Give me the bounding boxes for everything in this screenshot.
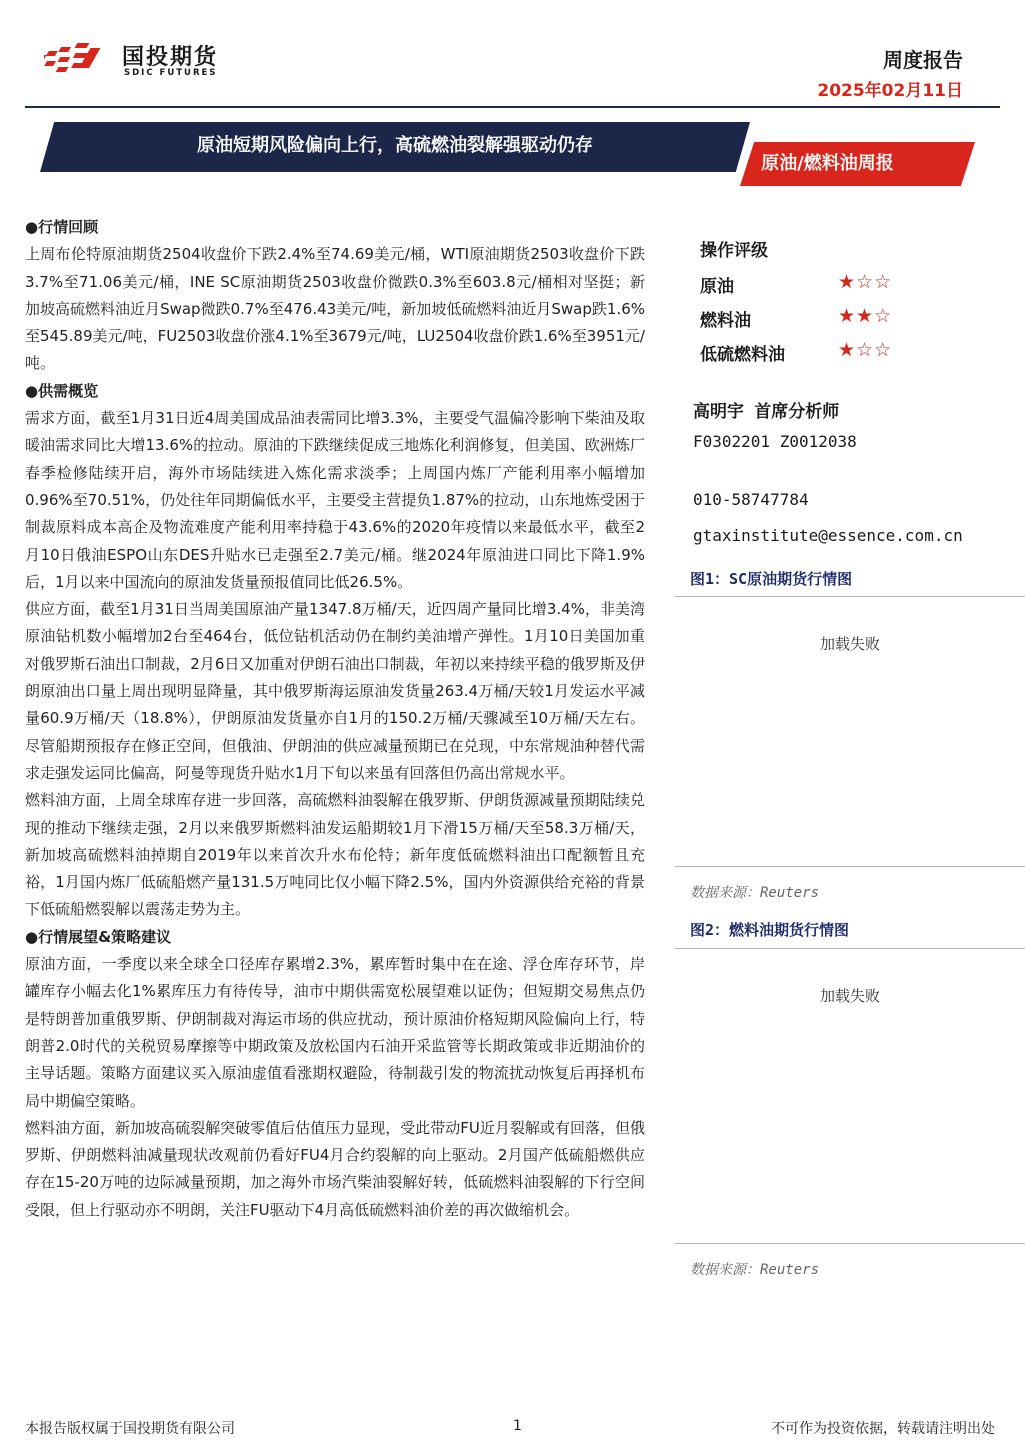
figure-2-load-failed: 加载失败 bbox=[819, 987, 880, 1005]
analyst-certificates: F0302201 Z0012038 bbox=[693, 432, 857, 451]
paragraph-crude-outlook: 原油方面，一季度以来全球全口径库存累增2.3%，累库暂时集中在在途、浮仓库存环节，岸罐库存小幅去化1%累库压力有待传导，油市中期供需宽松展望难以证伪；但短期交易焦点仍是特朗普加重俄罗斯、伊朗制裁对海运市场的供应扰动，预计原油价格短期风险偏向上行，特朗普2.0时代的关税贸易摩擦等中期政策及放松国内石油开采监管等长期政策或非近期油价的主导话题。策略方面建议买入原油虚值看涨期权避险，待制裁引发的物流扰动恢复后再择机布局中期偏空策略。 bbox=[25, 955, 645, 1110]
rating-title: 操作评级 bbox=[700, 241, 768, 261]
analyst-phone: 010-58747784 bbox=[693, 490, 809, 509]
header-divider bbox=[25, 106, 1000, 108]
figure-1-load-failed: 加载失败 bbox=[819, 635, 880, 653]
report-type: 周度报告 bbox=[883, 48, 963, 72]
report-title: 原油短期风险偏向上行，高硫燃油裂解强驱动仍存 bbox=[197, 135, 593, 156]
rating-stars-crude: ★☆☆ bbox=[838, 271, 893, 293]
section-heading-supply-demand: ●供需概览 bbox=[25, 381, 99, 400]
figure-2-title: 图2：燃料油期货行情图 bbox=[690, 921, 850, 939]
rating-stars-fuel-oil: ★★☆ bbox=[838, 305, 893, 327]
figure-2-source: 数据来源：Reuters bbox=[690, 1262, 820, 1278]
section-heading-market-review: ●行情回顾 bbox=[25, 218, 99, 236]
paragraph-fuel-outlook: 燃料油方面，新加坡高硫裂解突破零值后估值压力显现，受此带动FU近月裂解或有回落，但俄罗斯、伊朗燃料油减量现状改观前仍看好FU4月合约裂解的向上驱动。2月国产低硫船燃供应存在15-20万吨的边际减量预期，加之海外市场汽柴油裂解好转，低硫燃料油裂解的下行空间受限，但上行驱动亦不明朗，关注FU驱动下4月高低硫燃料油价差的再次做缩机会。 bbox=[25, 1118, 645, 1219]
paragraph-demand: 需求方面，截至1月31日近4周美国成品油表需同比增3.3%，主要受气温偏冷影响下柴油及取暖油需求同比大增13.6%的拉动。原油的下跌继续促成三地炼化利润修复，但美国、欧洲炼厂春季检修陆续开启，海外市场陆续进入炼化需求淡季；上周国内炼厂产能利用率小幅增加0.96%至70.51%，仍处往年同期偏低水平，主要受主营提负1.87%的拉动，山东地炼受困于制裁原料成本高企及物流难度产能利用率持稳于43.6%的2020年疫情以来最低水平，截至2月10日俄油ESPO山东DES升贴水已走强至2.7美元/桶。继2024年原油进口同比下降1.9%后，1月以来中国流向的原油发货量预报值同比低26.5%。 bbox=[25, 409, 645, 591]
figure-2-bottom-rule bbox=[675, 1243, 1025, 1244]
rating-stars-low-sulfur: ★☆☆ bbox=[838, 339, 893, 361]
rating-label-low-sulfur: 低硫燃料油 bbox=[700, 345, 785, 365]
figure-1-top-rule bbox=[675, 596, 1025, 597]
analyst-name: 高明宇 首席分析师 bbox=[693, 402, 840, 422]
logo-subtitle: SDIC FUTURES bbox=[124, 68, 218, 78]
figure-2-top-rule bbox=[675, 948, 1025, 949]
sdic-logo-icon bbox=[44, 42, 116, 78]
report-date: 2025年02月11日 bbox=[817, 81, 963, 101]
logo-name: 国投期货 bbox=[122, 45, 219, 70]
rating-label-crude: 原油 bbox=[700, 277, 734, 297]
report-body bbox=[25, 214, 645, 1224]
paragraph-supply: 供应方面，截至1月31日当周美国原油产量1347.8万桶/天，近四周产量同比增3.4%，非美湾原油钻机数小幅增加2台至464台，低位钻机活动仍在制约美油增产弹性。1月10日美国加重对俄罗斯石油出口制裁，2月6日又加重对伊朗石油出口制裁，年初以来持续平稳的俄罗斯及伊朗原油出口量上周出现明显降量，其中俄罗斯海运原油发货量263.4万桶/天较1月发运水平减量60.9万桶/天（18.8%），伊朗原油发货量亦自1月的150.2万桶/天骤减至10万桶/天左右。尽管船期预报存在修正空间，但俄油、伊朗油的供应减量预期已在兑现，中东常规油种替代需求走强发运同比偏高，阿曼等现货升贴水1月下旬以来虽有回落但仍高出常规水平。 bbox=[25, 600, 645, 782]
section-heading-outlook: ●行情展望&策略建议 bbox=[25, 927, 172, 946]
figure-1-bottom-rule bbox=[675, 866, 1025, 867]
footer-copyright: 本报告版权属于国投期货有限公司 bbox=[25, 1421, 235, 1437]
page-number: 1 bbox=[513, 1418, 522, 1434]
figure-1-title: 图1：SC原油期货行情图 bbox=[690, 570, 853, 588]
figure-1-source: 数据来源：Reuters bbox=[690, 885, 820, 901]
footer-disclaimer: 不可作为投资依据，转载请注明出处 bbox=[771, 1421, 995, 1437]
paragraph-market-review: 上周布伦特原油期货2504收盘价下跌2.4%至74.69美元/桶，WTI原油期货2503收盘价下跌3.7%至71.06美元/桶，INE SC原油期货2503收盘价微跌0.3%至603.8元/桶相对坚挺；新加坡高硫燃料油近月Swap微跌0.7%至476.43美元/吨，新加坡低硫燃料油近月Swap跌1.6%至545.89美元/吨，FU2503收盘价涨4.1%至3679元/吨，LU2504收盘价跌1.6%至3951元/吨。 bbox=[25, 245, 645, 373]
paragraph-fuel-oil: 燃料油方面，上周全球库存进一步回落，高硫燃料油裂解在俄罗斯、伊朗货源减量预期陆续兑现的推动下继续走强，2月以来俄罗斯燃料油发运船期较1月下滑15万桶/天至58.3万桶/天，新加坡高硫燃料油掉期自2019年以来首次升水布伦特；新年度低硫燃料油出口配额暂且充裕，1月国内炼厂低硫船燃产量131.5万吨同比仅小幅下降2.5%，国内外资源供给充裕的背景下低硫船燃裂解以震荡走势为主。 bbox=[25, 791, 645, 919]
analyst-email: gtaxinstitute@essence.com.cn bbox=[693, 526, 963, 545]
category-label: 原油/燃料油周报 bbox=[761, 153, 894, 174]
rating-label-fuel-oil: 燃料油 bbox=[700, 311, 751, 331]
company-logo bbox=[44, 38, 234, 82]
